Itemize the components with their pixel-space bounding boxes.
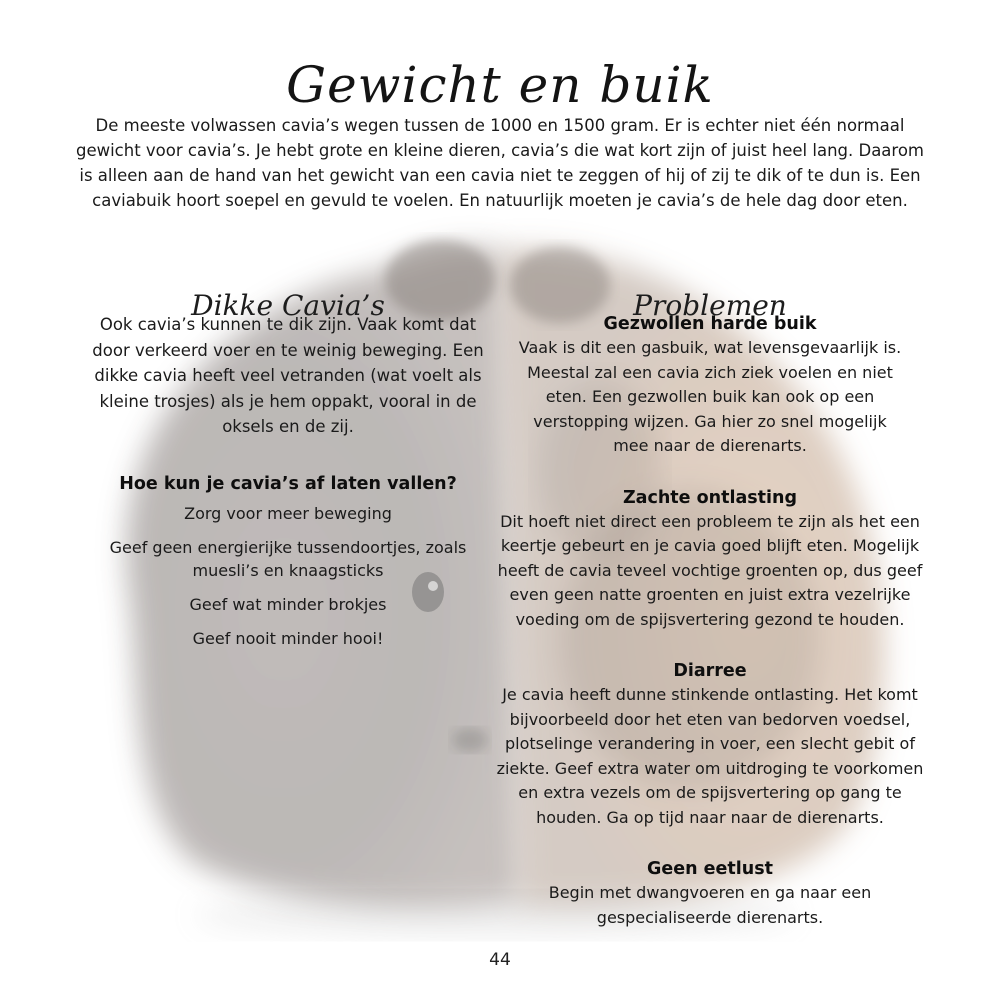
problem-title: Geen eetlust [647,859,773,879]
intro-paragraph: De meeste volwassen cavia’s wegen tussen de 1000 en 1500 gram. Er is echter niet één normaal gewicht voor cavia’s. Je hebt grote en kleine dieren, cavia’s die wat kort zijn of juist heel lang. Daarom is alleen aan de hand van het gewicht van een cavia niet te zeggen of hij of zij te dik of te dun is. Een caviabuik hoort soepel en gevuld te voelen. En natuurlijk moeten je cavia’s de hele dag door eten. [75,115,925,210]
tip-item: Zorg voor meer beweging [184,503,392,523]
problem-title: Zachte ontlasting [622,487,798,508]
left-column [90,312,486,661]
problem-title: Diarree [673,661,747,681]
problem-title: Gezwollen harde buik [603,314,817,334]
right-column-heading: Problemen [633,289,787,323]
problem-text: Je cavia heeft dunne stinkende ontlasting. Het komt bijvoorbeeld door het eten van bedorven voedsel, plotselinge verandering in voer, een slecht gebit of ziekte. Geef extra water om uitdroging te voorkomen en extra vezels om de spijsvertering op gang te houden. Ga op tijd naar naar de dierenarts. [496,685,924,827]
weight-loss-tips [90,502,486,650]
problem-item [490,486,930,633]
left-column-heading: Dikke Cavia’s [191,289,385,323]
page-title: Gewicht en buik [286,55,714,114]
problem-item [490,857,930,930]
problem-text: Dit hoeft niet direct een probleem te zijn als het een keertje gebeurt en je cavia goed blijft eten. Mogelijk heeft de cavia teveel vochtige groenten op, dus geef even geen natte groenten en juist extra vezelrijke voeding om de spijsvertering gezond te houden. [497,511,923,629]
tip-item: Geef nooit minder hooi! [192,628,384,648]
problem-item [490,312,930,459]
tip-item: Geef geen energierijke tussendoortjes, zoals muesli’s en knaagsticks [109,537,467,580]
overweight-description: Ook cavia’s kunnen te dik zijn. Vaak komt dat door verkeerd voer en te weinig beweging. Een dikke cavia heeft veel vetranden (wat voelt als kleine trosjes) als je hem oppakt, vooral in de oksels en de zij. [92,315,484,436]
weight-loss-heading: Hoe kun je cavia’s af laten vallen? [119,473,457,494]
problem-text: Vaak is dit een gasbuik, wat levensgevaarlijk is. Meestal zal een cavia zich ziek voelen en niet eten. Een gezwollen buik kan ook op een verstopping wijzen. Ga hier zo snel mogelijk mee naar de dierenarts. [518,338,902,455]
tip-item: Geef wat minder brokjes [189,594,387,614]
problem-item [490,659,930,830]
page-number: 44 [489,950,511,970]
problem-text: Begin met dwangvoeren en ga naar een gespecialiseerde dierenarts. [548,883,872,927]
right-column [490,312,930,957]
